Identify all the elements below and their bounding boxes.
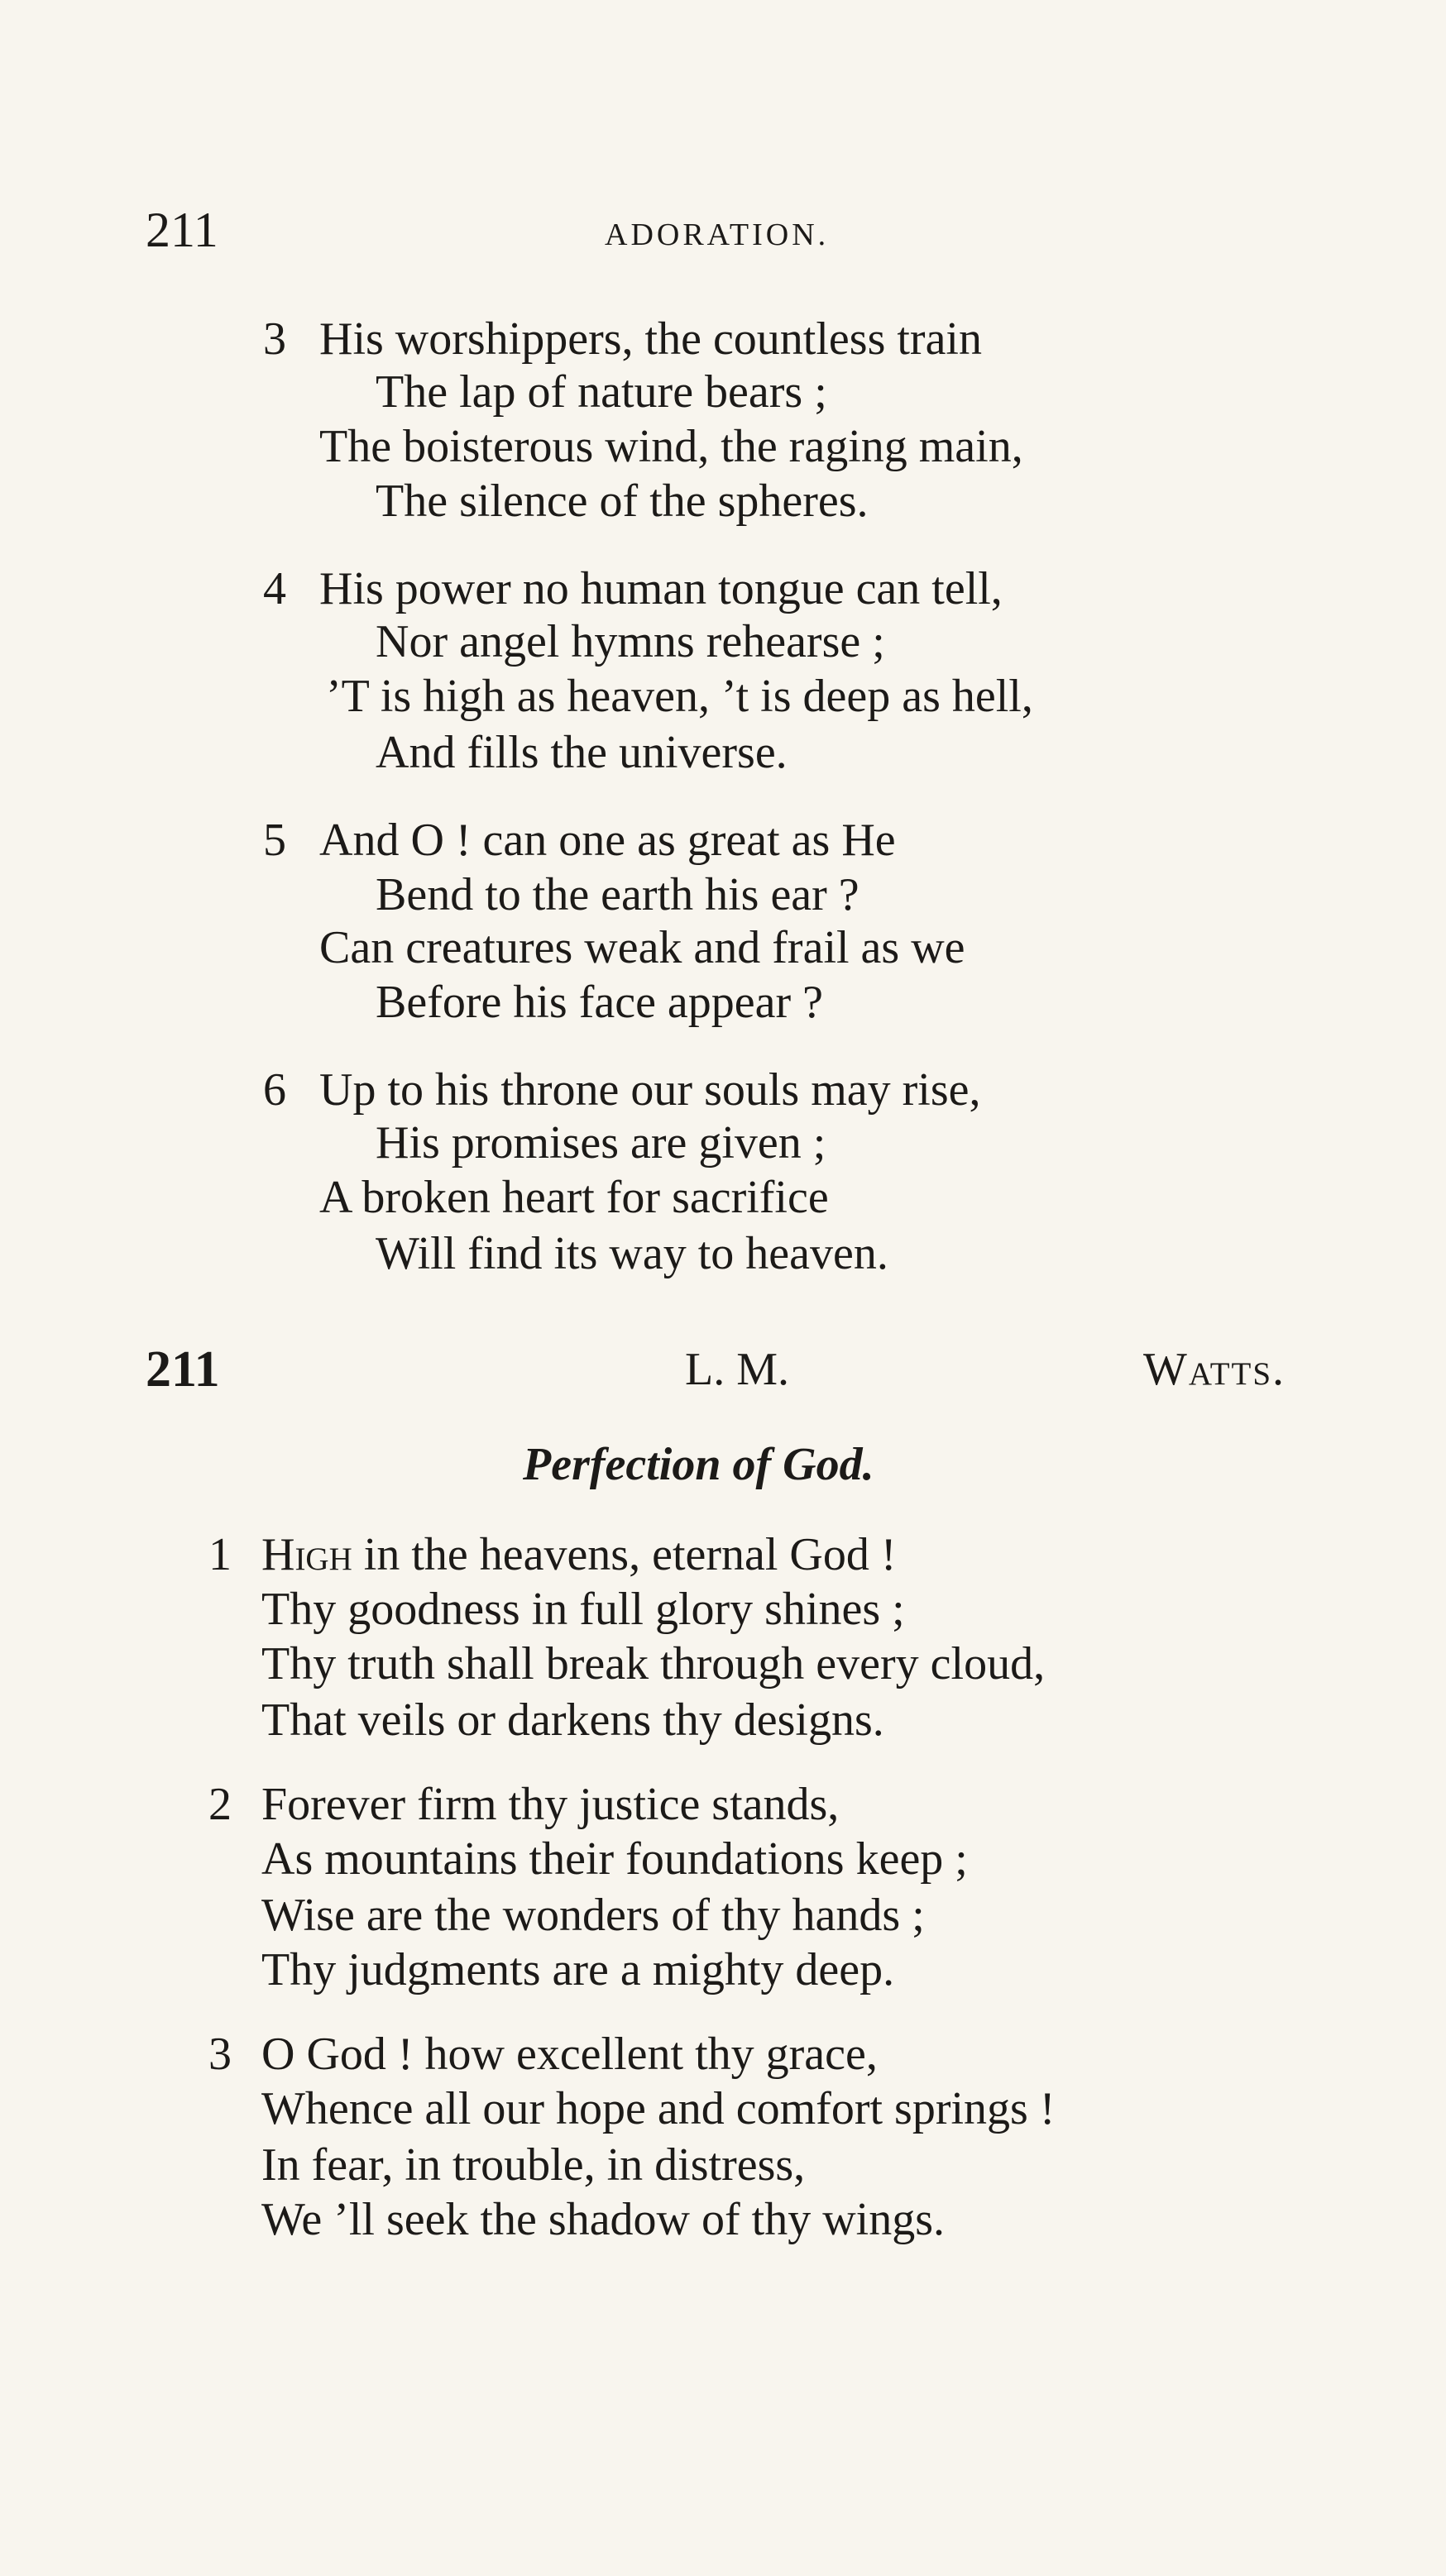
- verse-line: O God ! how excellent thy grace,: [261, 2029, 878, 2080]
- verse-line: Nor angel hymns rehearse ;: [376, 616, 885, 667]
- verse-line: Forever firm thy justice stands,: [261, 1779, 840, 1830]
- hymn-number: 211: [146, 1341, 220, 1398]
- verse-line: His promises are given ;: [376, 1117, 826, 1169]
- hymn-meter: L. M.: [685, 1344, 789, 1395]
- verse-line: His power no human tongue can tell,: [319, 563, 1003, 614]
- page-number: 211: [146, 203, 218, 257]
- verse-line: Thy goodness in full glory shines ;: [261, 1584, 905, 1635]
- verse-line: Thy judgments are a mighty deep.: [261, 1944, 895, 1995]
- verse-line: Will find its way to heaven.: [376, 1228, 888, 1279]
- stanza-number: 2: [208, 1779, 232, 1830]
- verse-line: And fills the universe.: [376, 727, 788, 778]
- stanza-number: 5: [263, 815, 286, 866]
- verse-line: In fear, in trouble, in distress,: [261, 2139, 806, 2191]
- verse-line: Can creatures weak and frail as we: [319, 922, 965, 973]
- verse-line: That veils or darkens thy designs.: [261, 1694, 884, 1746]
- stanza-number: 3: [263, 313, 286, 365]
- first-word: High: [261, 1529, 352, 1580]
- verse-line: And O ! can one as great as He: [319, 815, 896, 866]
- stanza-number: 6: [263, 1064, 286, 1116]
- verse-line: Thy truth shall break through every cloud,: [261, 1638, 1046, 1689]
- hymn-author: Watts.: [1143, 1344, 1286, 1395]
- verse-line: A broken heart for sacrifice: [319, 1172, 829, 1223]
- verse-line: ’T is high as heaven, ’t is deep as hell,: [326, 671, 1033, 722]
- verse-line: The boisterous wind, the raging main,: [319, 421, 1023, 472]
- verse-line: The lap of nature bears ;: [376, 366, 827, 418]
- verse-line: Before his face appear ?: [376, 977, 823, 1028]
- hymn-header: [146, 1340, 1320, 1399]
- verse-line-rest: in the heavens, eternal God !: [352, 1529, 897, 1580]
- verse-line: We ’ll seek the shadow of thy wings.: [261, 2194, 945, 2245]
- verse-line: His worshippers, the countless train: [319, 313, 982, 365]
- stanza-number: 3: [208, 2029, 232, 2080]
- verse-line: Wise are the wonders of thy hands ;: [261, 1890, 925, 1941]
- page-header: [146, 197, 1304, 263]
- verse-line: As mountains their foundations keep ;: [261, 1833, 968, 1885]
- stanza-number: 1: [208, 1529, 232, 1580]
- verse-line: Whence all our hope and comfort springs !: [261, 2083, 1056, 2134]
- verse-line: [261, 1528, 897, 1581]
- verse-line: The silence of the spheres.: [376, 476, 869, 527]
- hymn-title: Perfection of God.: [523, 1439, 874, 1490]
- verse-line: Up to his throne our souls may rise,: [319, 1064, 981, 1116]
- verse-line: Bend to the earth his ear ?: [376, 869, 859, 920]
- running-head: ADORATION.: [605, 217, 830, 252]
- stanza-number: 4: [263, 563, 286, 614]
